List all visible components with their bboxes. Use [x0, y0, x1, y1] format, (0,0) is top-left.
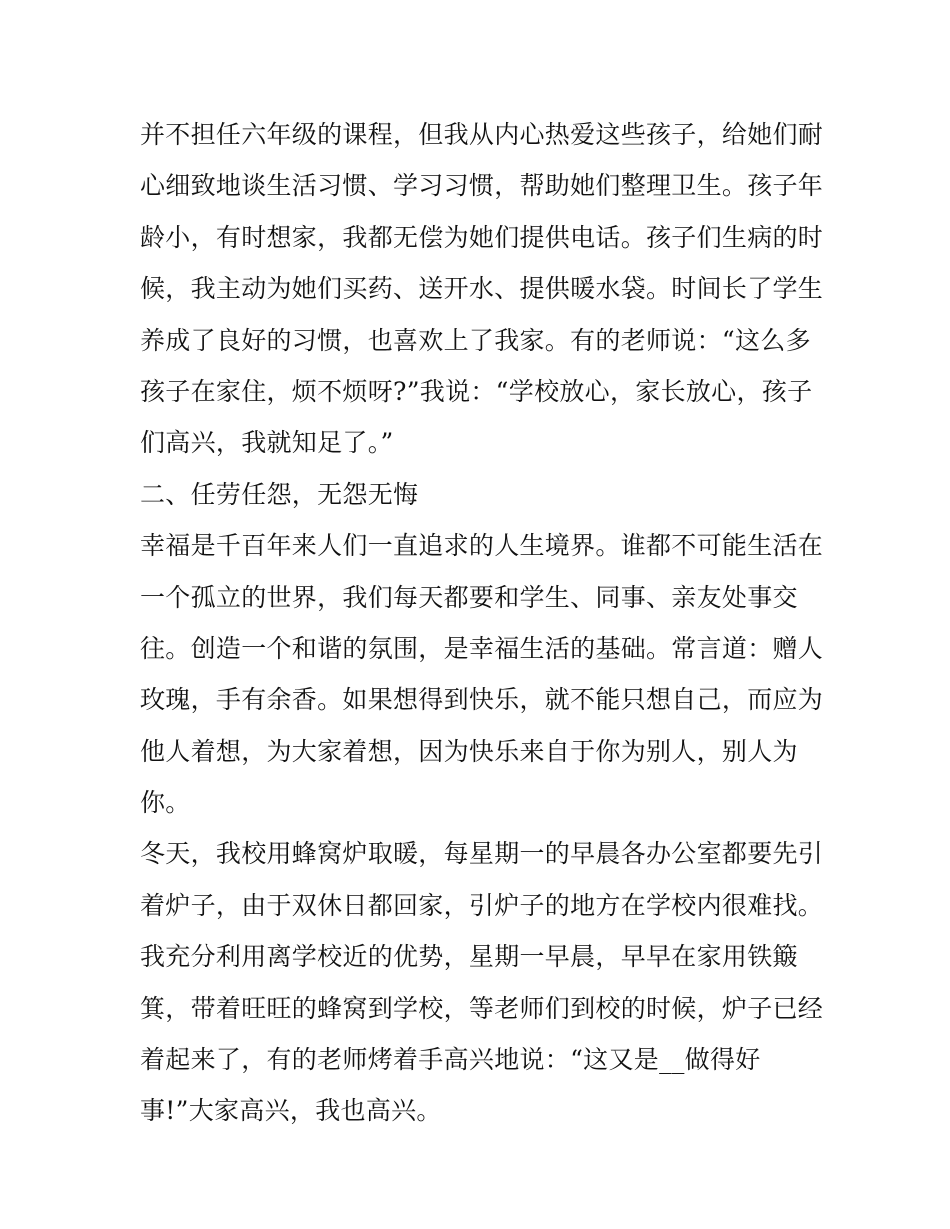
text-line: 我充分利用离学校近的优势，星期一早晨，早早在家用铁簸 [140, 942, 798, 972]
text-line: 幸福是千百年来人们一直追求的人生境界。谁都不可能生活在 [140, 531, 824, 561]
text-line: 玫瑰，手有余香。如果想得到快乐，就不能只想自己，而应为 [140, 685, 824, 715]
text-line: 冬天，我校用蜂窝炉取暖，每星期一的早晨各办公室都要先引 [140, 839, 824, 869]
text-line: 们高兴，我就知足了。” [140, 428, 394, 458]
text-line: 事!”大家高兴，我也高兴。 [140, 1096, 442, 1126]
text-line: 他人着想，为大家着想，因为快乐来自于你为别人，别人为 [140, 736, 798, 766]
text-line: 着炉子，由于双休日都回家，引炉子的地方在学校内很难找。 [140, 890, 824, 920]
text-line: 龄小，有时想家，我都无偿为她们提供电话。孩子们生病的时 [140, 222, 824, 252]
text-line: 箕，带着旺旺的蜂窝到学校，等老师们到校的时候，炉子已经 [140, 993, 824, 1023]
text-line: 并不担任六年级的课程，但我从内心热爱这些孩子，给她们耐 [140, 120, 824, 149]
text-line: 一个孤立的世界，我们每天都要和学生、同事、亲友处事交 [140, 582, 798, 612]
text-line: 养成了良好的习惯，也喜欢上了我家。有的老师说：“这么多 [140, 325, 811, 355]
text-line: 你。 [140, 788, 191, 818]
text-line: 心细致地谈生活习惯、学习习惯，帮助她们整理卫生。孩子年 [140, 171, 824, 201]
text-line: 孩子在家住，烦不烦呀?”我说：“学校放心，家长放心，孩子 [140, 376, 813, 406]
section-heading: 二、任劳任怨，无怨无悔 [140, 479, 419, 509]
text-line: 往。创造一个和谐的氛围，是幸福生活的基础。常言道：赠人 [140, 633, 824, 663]
text-line: 着起来了，有的老师烤着手高兴地说：“这又是__做得好 [140, 1045, 761, 1075]
text-line: 候，我主动为她们买药、送开水、提供暖水袋。时间长了学生 [140, 274, 824, 304]
document-body [140, 109, 824, 1137]
